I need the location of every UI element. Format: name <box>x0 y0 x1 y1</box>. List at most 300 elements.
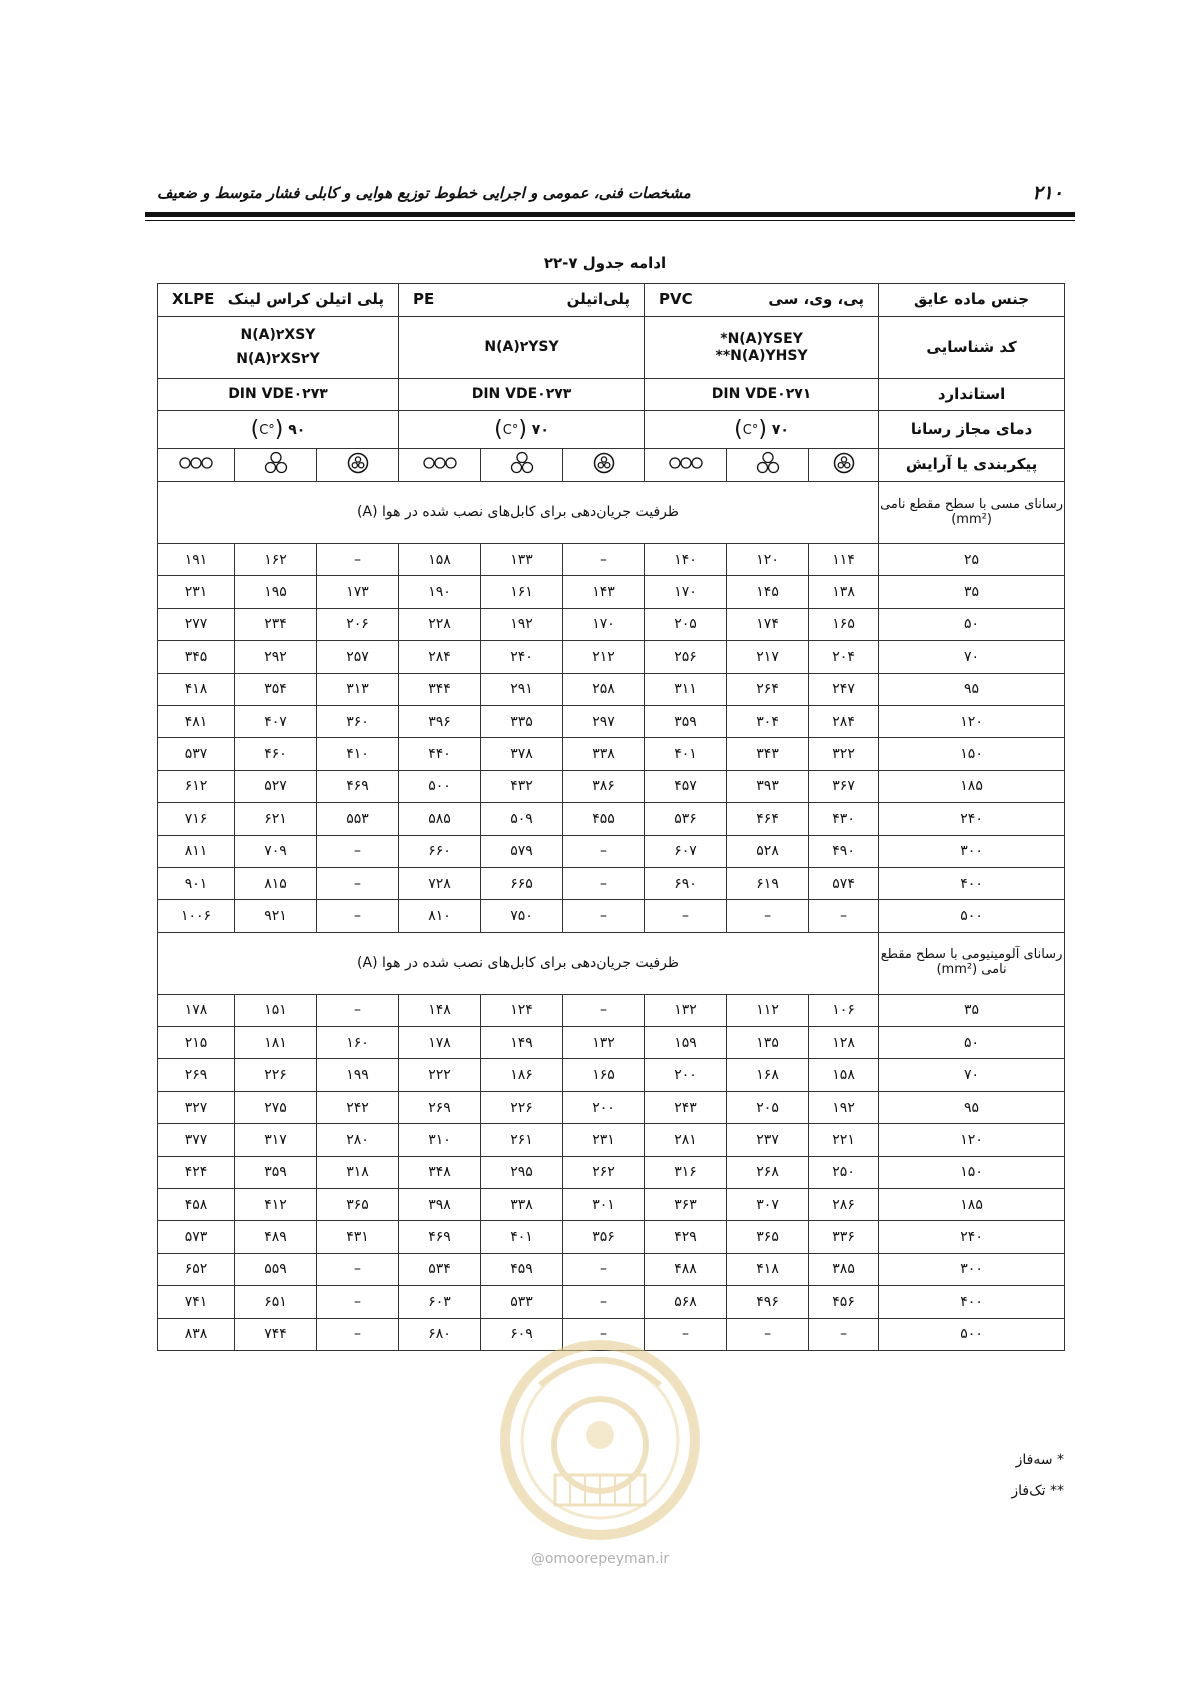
cross-section-cell: ۱۲۰ <box>879 705 1065 737</box>
trefoil-arrangement-icon <box>593 452 615 474</box>
running-title: مشخصات فنی، عمومی و اجرایی خطوط توزیع هوایی و کابلی فشار متوسط و ضعیف <box>157 184 691 202</box>
ampacity-cell: ۵۰۹ <box>481 803 563 835</box>
aluminium-section-header <box>158 932 1065 994</box>
ampacity-cell: ۸۱۵ <box>235 867 317 899</box>
ampacity-cell: ۳۳۸ <box>563 738 645 770</box>
temperature-pe: ۷۰ (°C) <box>399 411 645 449</box>
ampacity-cell: – <box>317 544 399 576</box>
ampacity-cell: ۵۲۸ <box>727 835 809 867</box>
arrangement-cell <box>645 449 727 482</box>
ampacity-cell: ۳۷۷ <box>158 1124 235 1156</box>
arrangement-cell <box>481 449 563 482</box>
ampacity-cell: ۵۵۳ <box>317 803 399 835</box>
ampacity-cell: ۵۷۹ <box>481 835 563 867</box>
ampacity-cell: ۲۲۶ <box>481 1091 563 1123</box>
table-row <box>158 738 1065 770</box>
ampacity-cell: ۱۵۸ <box>399 544 481 576</box>
ampacity-cell: ۳۱۶ <box>645 1156 727 1188</box>
ampacity-cell: – <box>809 900 879 932</box>
ampacity-cell: ۷۱۶ <box>158 803 235 835</box>
table-row <box>158 1124 1065 1156</box>
row-label-standard: استاندارد <box>879 379 1065 411</box>
ampacity-cell: ۹۲۱ <box>235 900 317 932</box>
cross-section-cell: ۲۵ <box>879 544 1065 576</box>
ampacity-cell: ۲۸۰ <box>317 1124 399 1156</box>
ampacity-cell: ۵۰۰ <box>399 770 481 802</box>
code-row <box>158 317 1065 379</box>
ampacity-cell: ۴۱۸ <box>158 673 235 705</box>
ampacity-cell: – <box>563 900 645 932</box>
ampacity-cell: ۷۲۸ <box>399 867 481 899</box>
triangular-touching-icon <box>509 451 535 475</box>
ampacity-cell: ۱۳۵ <box>727 1027 809 1059</box>
copper-section-header <box>158 482 1065 544</box>
ampacity-cell: – <box>317 900 399 932</box>
ampacity-cell: ۷۴۴ <box>235 1318 317 1350</box>
code-line: N(A)YHSY** <box>715 347 808 364</box>
group-name-en: PE <box>413 290 435 309</box>
ampacity-cell: ۳۴۳ <box>727 738 809 770</box>
ampacity-cell: ۷۰۹ <box>235 835 317 867</box>
ampacity-cell: ۲۵۸ <box>563 673 645 705</box>
ampacity-cell: ۴۵۶ <box>809 1286 879 1318</box>
ampacity-cell: ۳۵۹ <box>645 705 727 737</box>
ampacity-cell: ۵۵۹ <box>235 1253 317 1285</box>
ampacity-cell: ۲۰۰ <box>563 1091 645 1123</box>
table-row <box>158 673 1065 705</box>
ampacity-cell: ۳۳۵ <box>481 705 563 737</box>
ampacity-cell: – <box>563 1253 645 1285</box>
ampacity-cell: ۲۱۷ <box>727 641 809 673</box>
cross-section-cell: ۹۵ <box>879 673 1065 705</box>
ampacity-cell: ۹۰۱ <box>158 867 235 899</box>
ampacity-cell: ۴۵۸ <box>158 1189 235 1221</box>
temp-value: ۷۰ <box>531 421 549 438</box>
cross-section-cell: ۱۵۰ <box>879 1156 1065 1188</box>
ampacity-cell: ۳۶۵ <box>727 1221 809 1253</box>
ampacity-cell: ۴۵۵ <box>563 803 645 835</box>
cross-section-cell: ۴۰۰ <box>879 1286 1065 1318</box>
ampacity-cell: ۴۶۰ <box>235 738 317 770</box>
cross-section-cell: ۳۵ <box>879 994 1065 1026</box>
ampacity-cell: ۳۲۲ <box>809 738 879 770</box>
ampacity-cell: ۷۴۱ <box>158 1286 235 1318</box>
ampacity-cell: ۲۵۷ <box>317 641 399 673</box>
ampacity-cell: – <box>563 835 645 867</box>
ampacity-cell: ۲۴۷ <box>809 673 879 705</box>
cross-section-cell: ۲۴۰ <box>879 1221 1065 1253</box>
code-xlpe <box>158 317 399 379</box>
ampacity-cell: ۴۰۱ <box>645 738 727 770</box>
ampacity-cell: ۱۶۸ <box>727 1059 809 1091</box>
temperature-pvc: ۷۰ (°C) <box>645 411 879 449</box>
ampacity-cell: ۳۵۶ <box>563 1221 645 1253</box>
ampacity-cell: ۱۷۸ <box>399 1027 481 1059</box>
ampacity-cell: ۲۹۱ <box>481 673 563 705</box>
ampacity-cell: – <box>317 867 399 899</box>
ampacity-cell: – <box>317 994 399 1026</box>
ampacity-cell: ۳۰۷ <box>727 1189 809 1221</box>
ampacity-cell: ۱۱۴ <box>809 544 879 576</box>
table-row <box>158 1091 1065 1123</box>
ampacity-cell: ۴۶۴ <box>727 803 809 835</box>
table-row <box>158 576 1065 608</box>
code-line: N(A)۲XS۲Y <box>236 350 320 367</box>
ampacity-cell: ۲۱۵ <box>158 1027 235 1059</box>
arrangement-cell <box>563 449 645 482</box>
footnotes <box>1011 1445 1064 1507</box>
ampacity-cell: ۲۷۵ <box>235 1091 317 1123</box>
row-label-temperature: دمای مجاز رسانا <box>879 411 1065 449</box>
flat-arrangement-icon <box>423 456 457 470</box>
ampacity-cell: ۳۱۸ <box>317 1156 399 1188</box>
ampacity-cell: ۱۹۵ <box>235 576 317 608</box>
ampacity-cell: ۲۲۸ <box>399 608 481 640</box>
table-row <box>158 1059 1065 1091</box>
temperature-xlpe: ۹۰ (°C) <box>158 411 399 449</box>
arrangement-cell <box>809 449 879 482</box>
row-label-arrangement: پیکربندی یا آرایش <box>879 449 1065 482</box>
ampacity-cell: ۱۴۵ <box>727 576 809 608</box>
table-row <box>158 770 1065 802</box>
ampacity-cell: ۱۴۳ <box>563 576 645 608</box>
group-header-pvc <box>645 284 879 317</box>
arrangement-cell <box>399 449 481 482</box>
ampacity-cell: ۳۹۳ <box>727 770 809 802</box>
ampacity-cell: ۴۳۲ <box>481 770 563 802</box>
ampacity-cell: ۳۹۸ <box>399 1189 481 1221</box>
ampacity-cell: ۳۱۷ <box>235 1124 317 1156</box>
ampacity-cell: ۱۶۱ <box>481 576 563 608</box>
aluminium-section-text: ظرفیت جریان‌دهی برای کابل‌های نصب شده در هوا (A) <box>158 932 879 994</box>
ampacity-cell: ۶۱۲ <box>158 770 235 802</box>
ampacity-cell: ۲۵۰ <box>809 1156 879 1188</box>
ampacity-cell: ۵۳۴ <box>399 1253 481 1285</box>
ampacity-cell: ۶۶۰ <box>399 835 481 867</box>
ampacity-cell: ۳۳۸ <box>481 1189 563 1221</box>
ampacity-cell: – <box>563 994 645 1026</box>
triangular-touching-icon <box>263 451 289 475</box>
ampacity-cell: ۲۱۲ <box>563 641 645 673</box>
cross-section-cell: ۱۵۰ <box>879 738 1065 770</box>
temp-unit: °C <box>742 422 759 438</box>
ampacity-cell: – <box>645 1318 727 1350</box>
ampacity-cell: ۲۲۶ <box>235 1059 317 1091</box>
ampacity-cell: ۶۰۳ <box>399 1286 481 1318</box>
ampacity-cell: ۲۰۶ <box>317 608 399 640</box>
ampacity-cell: ۲۹۷ <box>563 705 645 737</box>
cross-section-cell: ۴۰۰ <box>879 867 1065 899</box>
ampacity-cell: ۲۶۹ <box>158 1059 235 1091</box>
group-name-fa: پلی اتیلن کراس لینک <box>227 290 384 309</box>
temp-value: ۷۰ <box>771 421 789 438</box>
ampacity-cell: ۳۰۱ <box>563 1189 645 1221</box>
cross-section-cell: ۳۰۰ <box>879 835 1065 867</box>
arrangement-cell <box>235 449 317 482</box>
ampacity-cell: ۶۲۱ <box>235 803 317 835</box>
ampacity-cell: ۱۸۱ <box>235 1027 317 1059</box>
table-row <box>158 1253 1065 1285</box>
ampacity-cell: ۱۷۸ <box>158 994 235 1026</box>
ampacity-cell: ۲۸۱ <box>645 1124 727 1156</box>
ampacity-cell: ۱۹۱ <box>158 544 235 576</box>
ampacity-cell: ۴۲۹ <box>645 1221 727 1253</box>
group-name-en: XLPE <box>172 290 215 309</box>
ampacity-cell: ۳۵۴ <box>235 673 317 705</box>
ampacity-cell: ۱۷۴ <box>727 608 809 640</box>
temp-unit: °C <box>502 422 519 438</box>
ampacity-cell: ۲۰۵ <box>727 1091 809 1123</box>
standard-xlpe: DIN VDE۰۲۷۳ <box>158 379 399 411</box>
ampacity-cell: ۱۶۰ <box>317 1027 399 1059</box>
table-caption: ادامه جدول ۷-۲۲ <box>543 254 667 272</box>
row-label-code: کد شناسایی <box>879 317 1065 379</box>
footnote-three-phase: * سه‌فاز <box>1015 1452 1064 1468</box>
ampacity-cell: ۱۶۵ <box>563 1059 645 1091</box>
ampacity-cell: ۲۹۲ <box>235 641 317 673</box>
watermark-seal-icon <box>495 1325 705 1555</box>
ampacity-cell: ۱۰۰۶ <box>158 900 235 932</box>
ampacity-cell: ۶۹۰ <box>645 867 727 899</box>
ampacity-cell: – <box>563 1286 645 1318</box>
ampacity-cell: ۲۰۵ <box>645 608 727 640</box>
ampacity-cell: ۳۶۷ <box>809 770 879 802</box>
table-row <box>158 1286 1065 1318</box>
group-name-en: PVC <box>659 290 693 309</box>
ampacity-cell: ۱۶۲ <box>235 544 317 576</box>
ampacity-cell: ۱۷۰ <box>563 608 645 640</box>
ampacity-cell: ۶۰۹ <box>481 1318 563 1350</box>
ampacity-cell: ۲۴۰ <box>481 641 563 673</box>
ampacity-cell: ۳۶۵ <box>317 1189 399 1221</box>
ampacity-cell: ۳۸۶ <box>563 770 645 802</box>
table-row <box>158 994 1065 1026</box>
ampacity-cell: ۴۶۹ <box>399 1221 481 1253</box>
group-name-fa: پلی‌اتیلن <box>566 290 631 309</box>
ampacity-cell: ۱۳۲ <box>645 994 727 1026</box>
insulation-row <box>158 284 1065 317</box>
ampacity-cell: ۱۰۶ <box>809 994 879 1026</box>
cross-section-cell: ۵۰ <box>879 1027 1065 1059</box>
ampacity-cell: ۴۱۲ <box>235 1189 317 1221</box>
ampacity-cell: ۳۱۱ <box>645 673 727 705</box>
ampacity-cell: ۳۱۰ <box>399 1124 481 1156</box>
copper-section-text: ظرفیت جریان‌دهی برای کابل‌های نصب شده در هوا (A) <box>158 482 879 544</box>
trefoil-arrangement-icon <box>347 452 369 474</box>
ampacity-cell: ۴۰۷ <box>235 705 317 737</box>
cross-section-cell: ۵۰ <box>879 608 1065 640</box>
code-pvc <box>645 317 879 379</box>
ampacity-cell: ۳۱۳ <box>317 673 399 705</box>
ampacity-cell: ۴۸۸ <box>645 1253 727 1285</box>
ampacity-cell: ۱۸۶ <box>481 1059 563 1091</box>
ampacity-cell: ۱۳۲ <box>563 1027 645 1059</box>
ampacity-cell: ۱۲۸ <box>809 1027 879 1059</box>
ampacity-cell: ۲۴۳ <box>645 1091 727 1123</box>
ampacity-cell: ۵۶۸ <box>645 1286 727 1318</box>
ampacity-cell: ۶۸۰ <box>399 1318 481 1350</box>
ampacity-cell: ۴۹۶ <box>727 1286 809 1318</box>
ampacity-cell: ۴۱۰ <box>317 738 399 770</box>
group-name-fa: پی، وی، سی <box>768 290 865 309</box>
ampacity-cell: ۱۵۹ <box>645 1027 727 1059</box>
arrangement-cell <box>727 449 809 482</box>
ampacity-cell: ۲۶۸ <box>727 1156 809 1188</box>
ampacity-cell: ۴۹۰ <box>809 835 879 867</box>
ampacity-cell: ۱۵۱ <box>235 994 317 1026</box>
table-row <box>158 1189 1065 1221</box>
group-header-xlpe <box>158 284 399 317</box>
ampacity-cell: – <box>645 900 727 932</box>
ampacity-cell: ۱۲۴ <box>481 994 563 1026</box>
ampacity-table <box>157 283 1065 1351</box>
cross-section-cell: ۳۰۰ <box>879 1253 1065 1285</box>
ampacity-cell: ۳۹۶ <box>399 705 481 737</box>
ampacity-cell: – <box>317 1253 399 1285</box>
ampacity-cell: ۱۲۰ <box>727 544 809 576</box>
standard-pvc: DIN VDE۰۲۷۱ <box>645 379 879 411</box>
ampacity-cell: ۱۴۰ <box>645 544 727 576</box>
ampacity-cell: ۴۵۹ <box>481 1253 563 1285</box>
ampacity-cell: – <box>563 1318 645 1350</box>
ampacity-cell: ۵۲۷ <box>235 770 317 802</box>
temp-unit: °C <box>259 422 275 438</box>
table-row <box>158 900 1065 932</box>
ampacity-cell: ۲۹۵ <box>481 1156 563 1188</box>
ampacity-cell: ۸۱۱ <box>158 835 235 867</box>
cross-section-cell: ۵۰۰ <box>879 900 1065 932</box>
table-row <box>158 867 1065 899</box>
ampacity-cell: ۳۸۵ <box>809 1253 879 1285</box>
ampacity-cell: ۳۵۹ <box>235 1156 317 1188</box>
ampacity-cell: ۵۷۴ <box>809 867 879 899</box>
cross-section-cell: ۱۲۰ <box>879 1124 1065 1156</box>
code-line: N(A)۲YSY <box>484 339 559 356</box>
ampacity-cell: ۳۷۸ <box>481 738 563 770</box>
ampacity-cell: ۴۴۰ <box>399 738 481 770</box>
ampacity-cell: ۴۸۹ <box>235 1221 317 1253</box>
ampacity-cell: ۳۲۷ <box>158 1091 235 1123</box>
ampacity-cell: ۸۳۸ <box>158 1318 235 1350</box>
ampacity-cell: ۸۱۰ <box>399 900 481 932</box>
ampacity-cell: ۲۳۷ <box>727 1124 809 1156</box>
ampacity-cell: ۲۲۱ <box>809 1124 879 1156</box>
ampacity-cell: ۱۷۳ <box>317 576 399 608</box>
table-row <box>158 705 1065 737</box>
ampacity-cell: ۲۳۱ <box>158 576 235 608</box>
ampacity-cell: ۳۶۳ <box>645 1189 727 1221</box>
ampacity-cell: ۶۵۲ <box>158 1253 235 1285</box>
table-row <box>158 803 1065 835</box>
cross-section-cell: ۷۰ <box>879 641 1065 673</box>
ampacity-cell: ۵۸۵ <box>399 803 481 835</box>
copper-section-label: رسانای مسی با سطح مقطع نامی (mm²) <box>879 482 1065 544</box>
header-rule-thin <box>145 220 1075 221</box>
ampacity-cell: ۱۳۳ <box>481 544 563 576</box>
flat-arrangement-icon <box>179 456 213 470</box>
temp-value: ۹۰ <box>288 421 306 438</box>
ampacity-cell: ۴۵۷ <box>645 770 727 802</box>
ampacity-cell: – <box>809 1318 879 1350</box>
ampacity-cell: ۴۰۱ <box>481 1221 563 1253</box>
ampacity-cell: ۴۳۰ <box>809 803 879 835</box>
ampacity-cell: ۳۴۵ <box>158 641 235 673</box>
ampacity-cell: ۳۴۸ <box>399 1156 481 1188</box>
watermark-site: @omoorepeyman.ir <box>530 1551 670 1567</box>
table-row <box>158 1221 1065 1253</box>
temperature-row <box>158 411 1065 449</box>
ampacity-cell: ۲۸۴ <box>399 641 481 673</box>
ampacity-cell: ۲۰۴ <box>809 641 879 673</box>
ampacity-cell: ۱۹۹ <box>317 1059 399 1091</box>
ampacity-cell: ۲۴۲ <box>317 1091 399 1123</box>
header-rule-thick <box>145 212 1075 217</box>
ampacity-cell: – <box>563 544 645 576</box>
ampacity-cell: ۴۲۴ <box>158 1156 235 1188</box>
ampacity-cell: ۵۷۳ <box>158 1221 235 1253</box>
ampacity-cell: ۵۳۳ <box>481 1286 563 1318</box>
ampacity-cell: ۶۵۱ <box>235 1286 317 1318</box>
ampacity-cell: ۱۳۸ <box>809 576 879 608</box>
standard-row <box>158 379 1065 411</box>
ampacity-cell: – <box>317 835 399 867</box>
cross-section-cell: ۱۸۵ <box>879 1189 1065 1221</box>
ampacity-cell: ۶۱۹ <box>727 867 809 899</box>
triangular-touching-icon <box>755 451 781 475</box>
ampacity-cell: ۱۹۲ <box>809 1091 879 1123</box>
row-label-insulation: جنس ماده عایق <box>879 284 1065 317</box>
ampacity-cell: ۲۸۶ <box>809 1189 879 1221</box>
ampacity-cell: ۲۶۴ <box>727 673 809 705</box>
table-row <box>158 641 1065 673</box>
table-row <box>158 1027 1065 1059</box>
ampacity-cell: ۲۸۴ <box>809 705 879 737</box>
ampacity-cell: ۴۸۱ <box>158 705 235 737</box>
ampacity-cell: ۲۶۲ <box>563 1156 645 1188</box>
ampacity-cell: ۱۱۲ <box>727 994 809 1026</box>
group-header-pe <box>399 284 645 317</box>
ampacity-cell: ۲۲۲ <box>399 1059 481 1091</box>
ampacity-cell: ۴۳۱ <box>317 1221 399 1253</box>
footnote-single-phase: ** تک‌فاز <box>1011 1482 1064 1499</box>
table-row <box>158 835 1065 867</box>
ampacity-cell: ۱۴۸ <box>399 994 481 1026</box>
page-header <box>145 180 1075 210</box>
ampacity-cell: ۲۵۶ <box>645 641 727 673</box>
ampacity-cell: ۱۹۰ <box>399 576 481 608</box>
ampacity-cell: ۲۳۴ <box>235 608 317 640</box>
ampacity-cell: ۲۷۷ <box>158 608 235 640</box>
aluminium-section-label: رسانای آلومینیومی با سطح مقطع نامی (mm²) <box>879 932 1065 994</box>
cross-section-cell: ۲۴۰ <box>879 803 1065 835</box>
ampacity-cell: – <box>317 1286 399 1318</box>
ampacity-cell: ۵۳۶ <box>645 803 727 835</box>
ampacity-cell: ۳۰۴ <box>727 705 809 737</box>
ampacity-cell: ۱۹۲ <box>481 608 563 640</box>
ampacity-cell: ۱۴۹ <box>481 1027 563 1059</box>
cross-section-cell: ۳۵ <box>879 576 1065 608</box>
ampacity-cell: ۴۱۸ <box>727 1253 809 1285</box>
ampacity-cell: ۳۳۶ <box>809 1221 879 1253</box>
ampacity-cell: – <box>317 1318 399 1350</box>
arrangement-cell <box>317 449 399 482</box>
ampacity-cell: ۲۶۱ <box>481 1124 563 1156</box>
table-row <box>158 544 1065 576</box>
standard-pe: DIN VDE۰۲۷۳ <box>399 379 645 411</box>
cross-section-cell: ۱۸۵ <box>879 770 1065 802</box>
table-row <box>158 1156 1065 1188</box>
ampacity-cell: – <box>727 900 809 932</box>
